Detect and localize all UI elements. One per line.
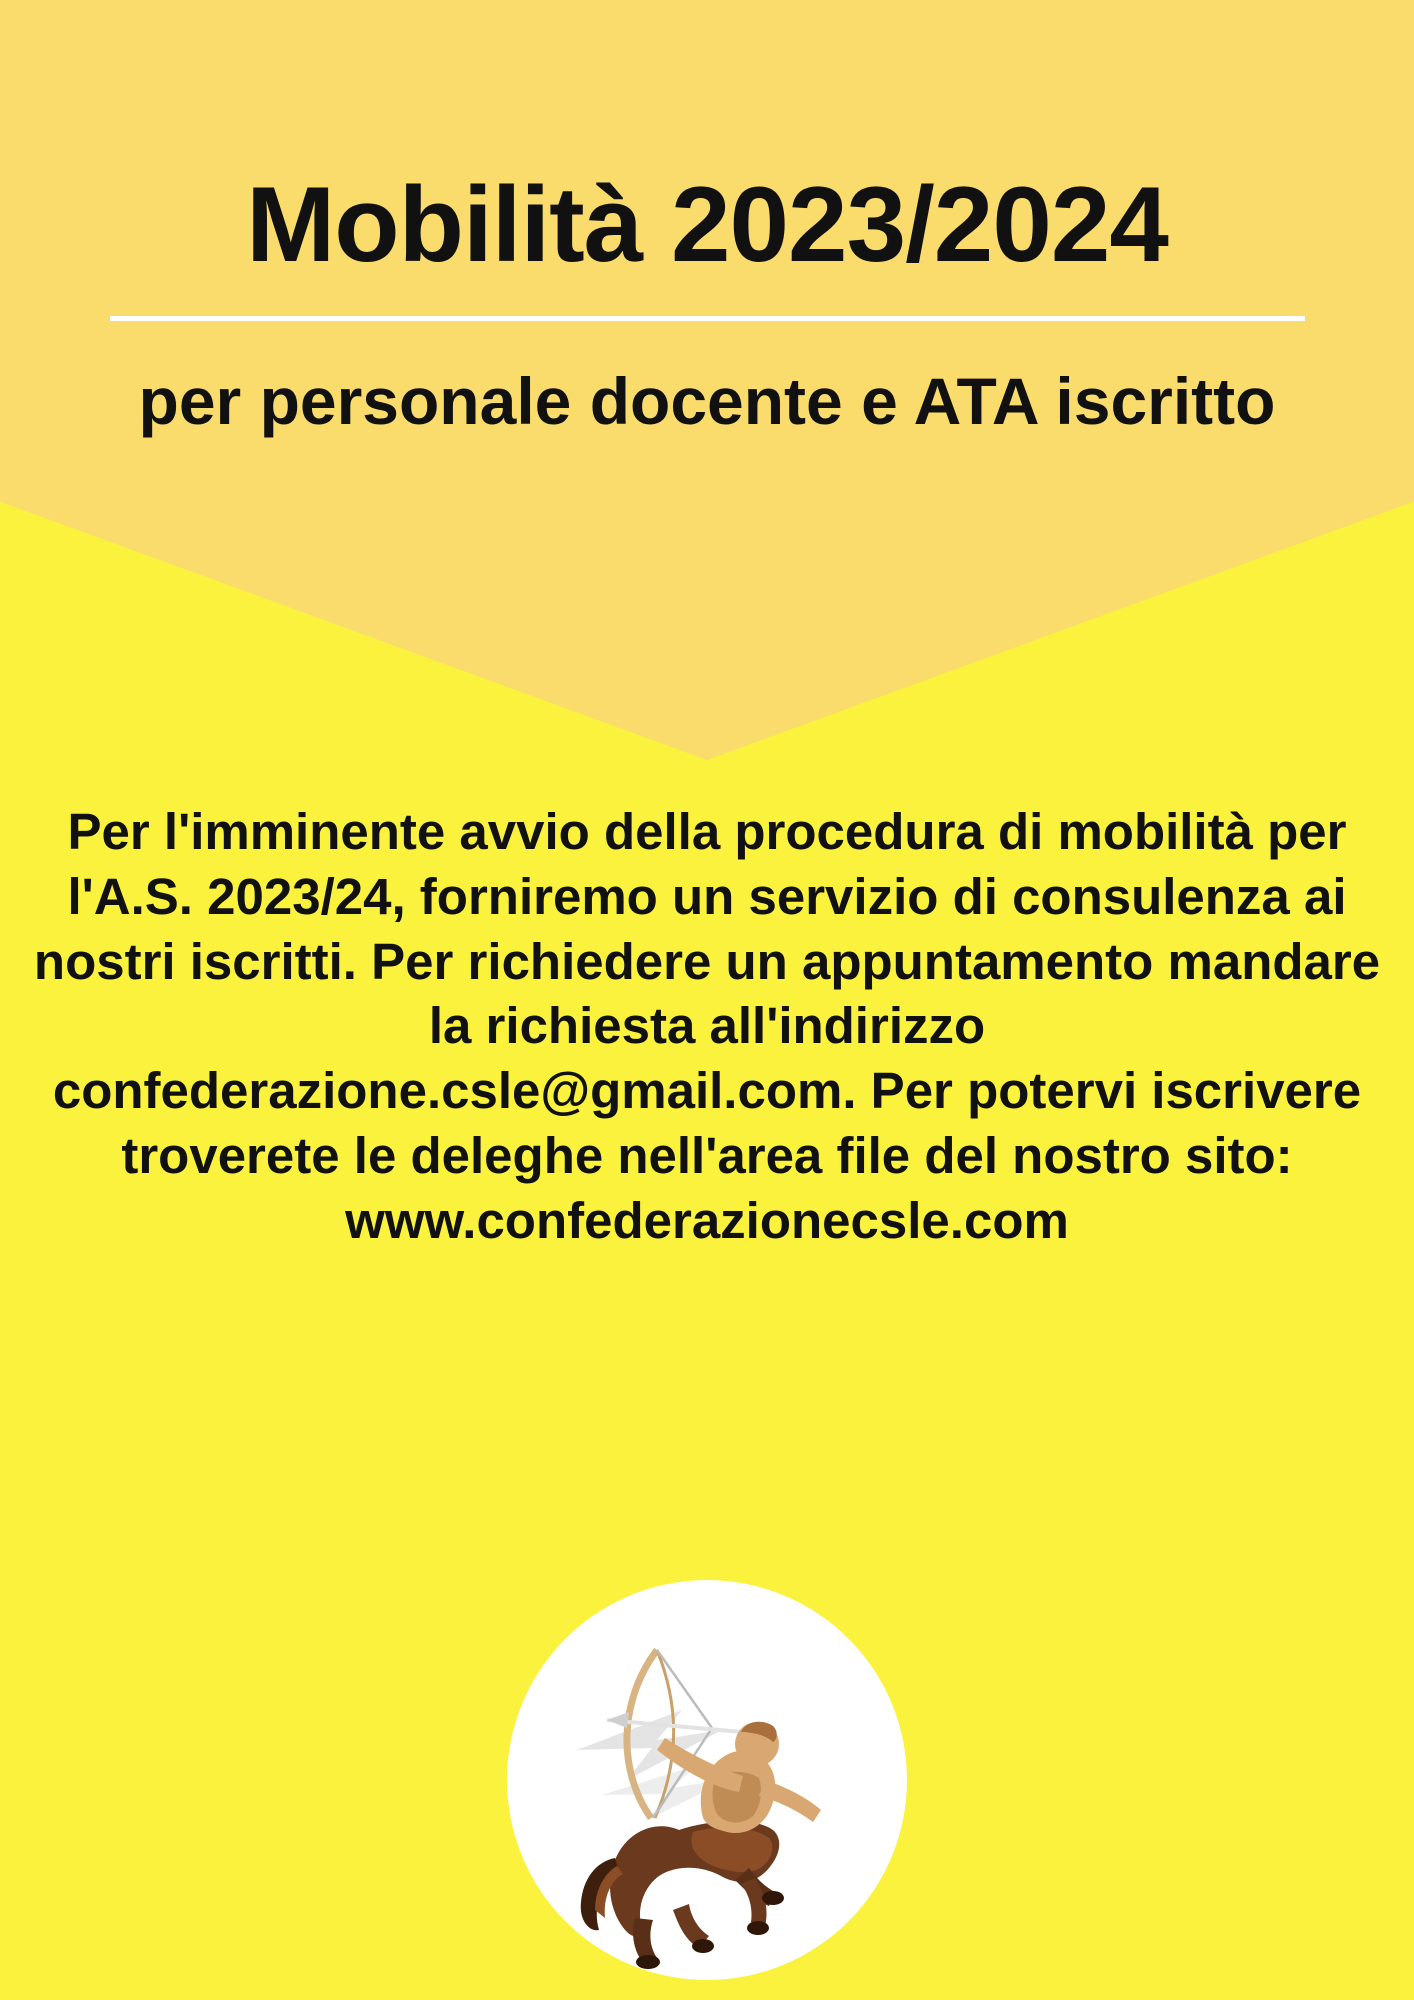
logo-circle — [507, 1580, 907, 1980]
page-subtitle: per personale docente e ATA iscritto — [138, 364, 1276, 439]
body-paragraph: Per l'imminente avvio della procedura di mobilità per l'A.S. 2023/24, forniremo un servizio di consulenza ai nostri iscritti. Per richiedere un appuntamento mandare la richiesta all'indirizzo confederazione.csle@gmail.com. Per potervi iscrivere troverete le deleghe nell'area file del nostro sito: www.confederazionecsle.com — [33, 803, 1381, 1249]
sagittarius-centaur-archer-icon — [507, 1580, 907, 1980]
header-content — [0, 0, 1414, 444]
page-title: Mobilità 2023/2024 — [246, 164, 1168, 284]
logo — [507, 1580, 907, 1980]
